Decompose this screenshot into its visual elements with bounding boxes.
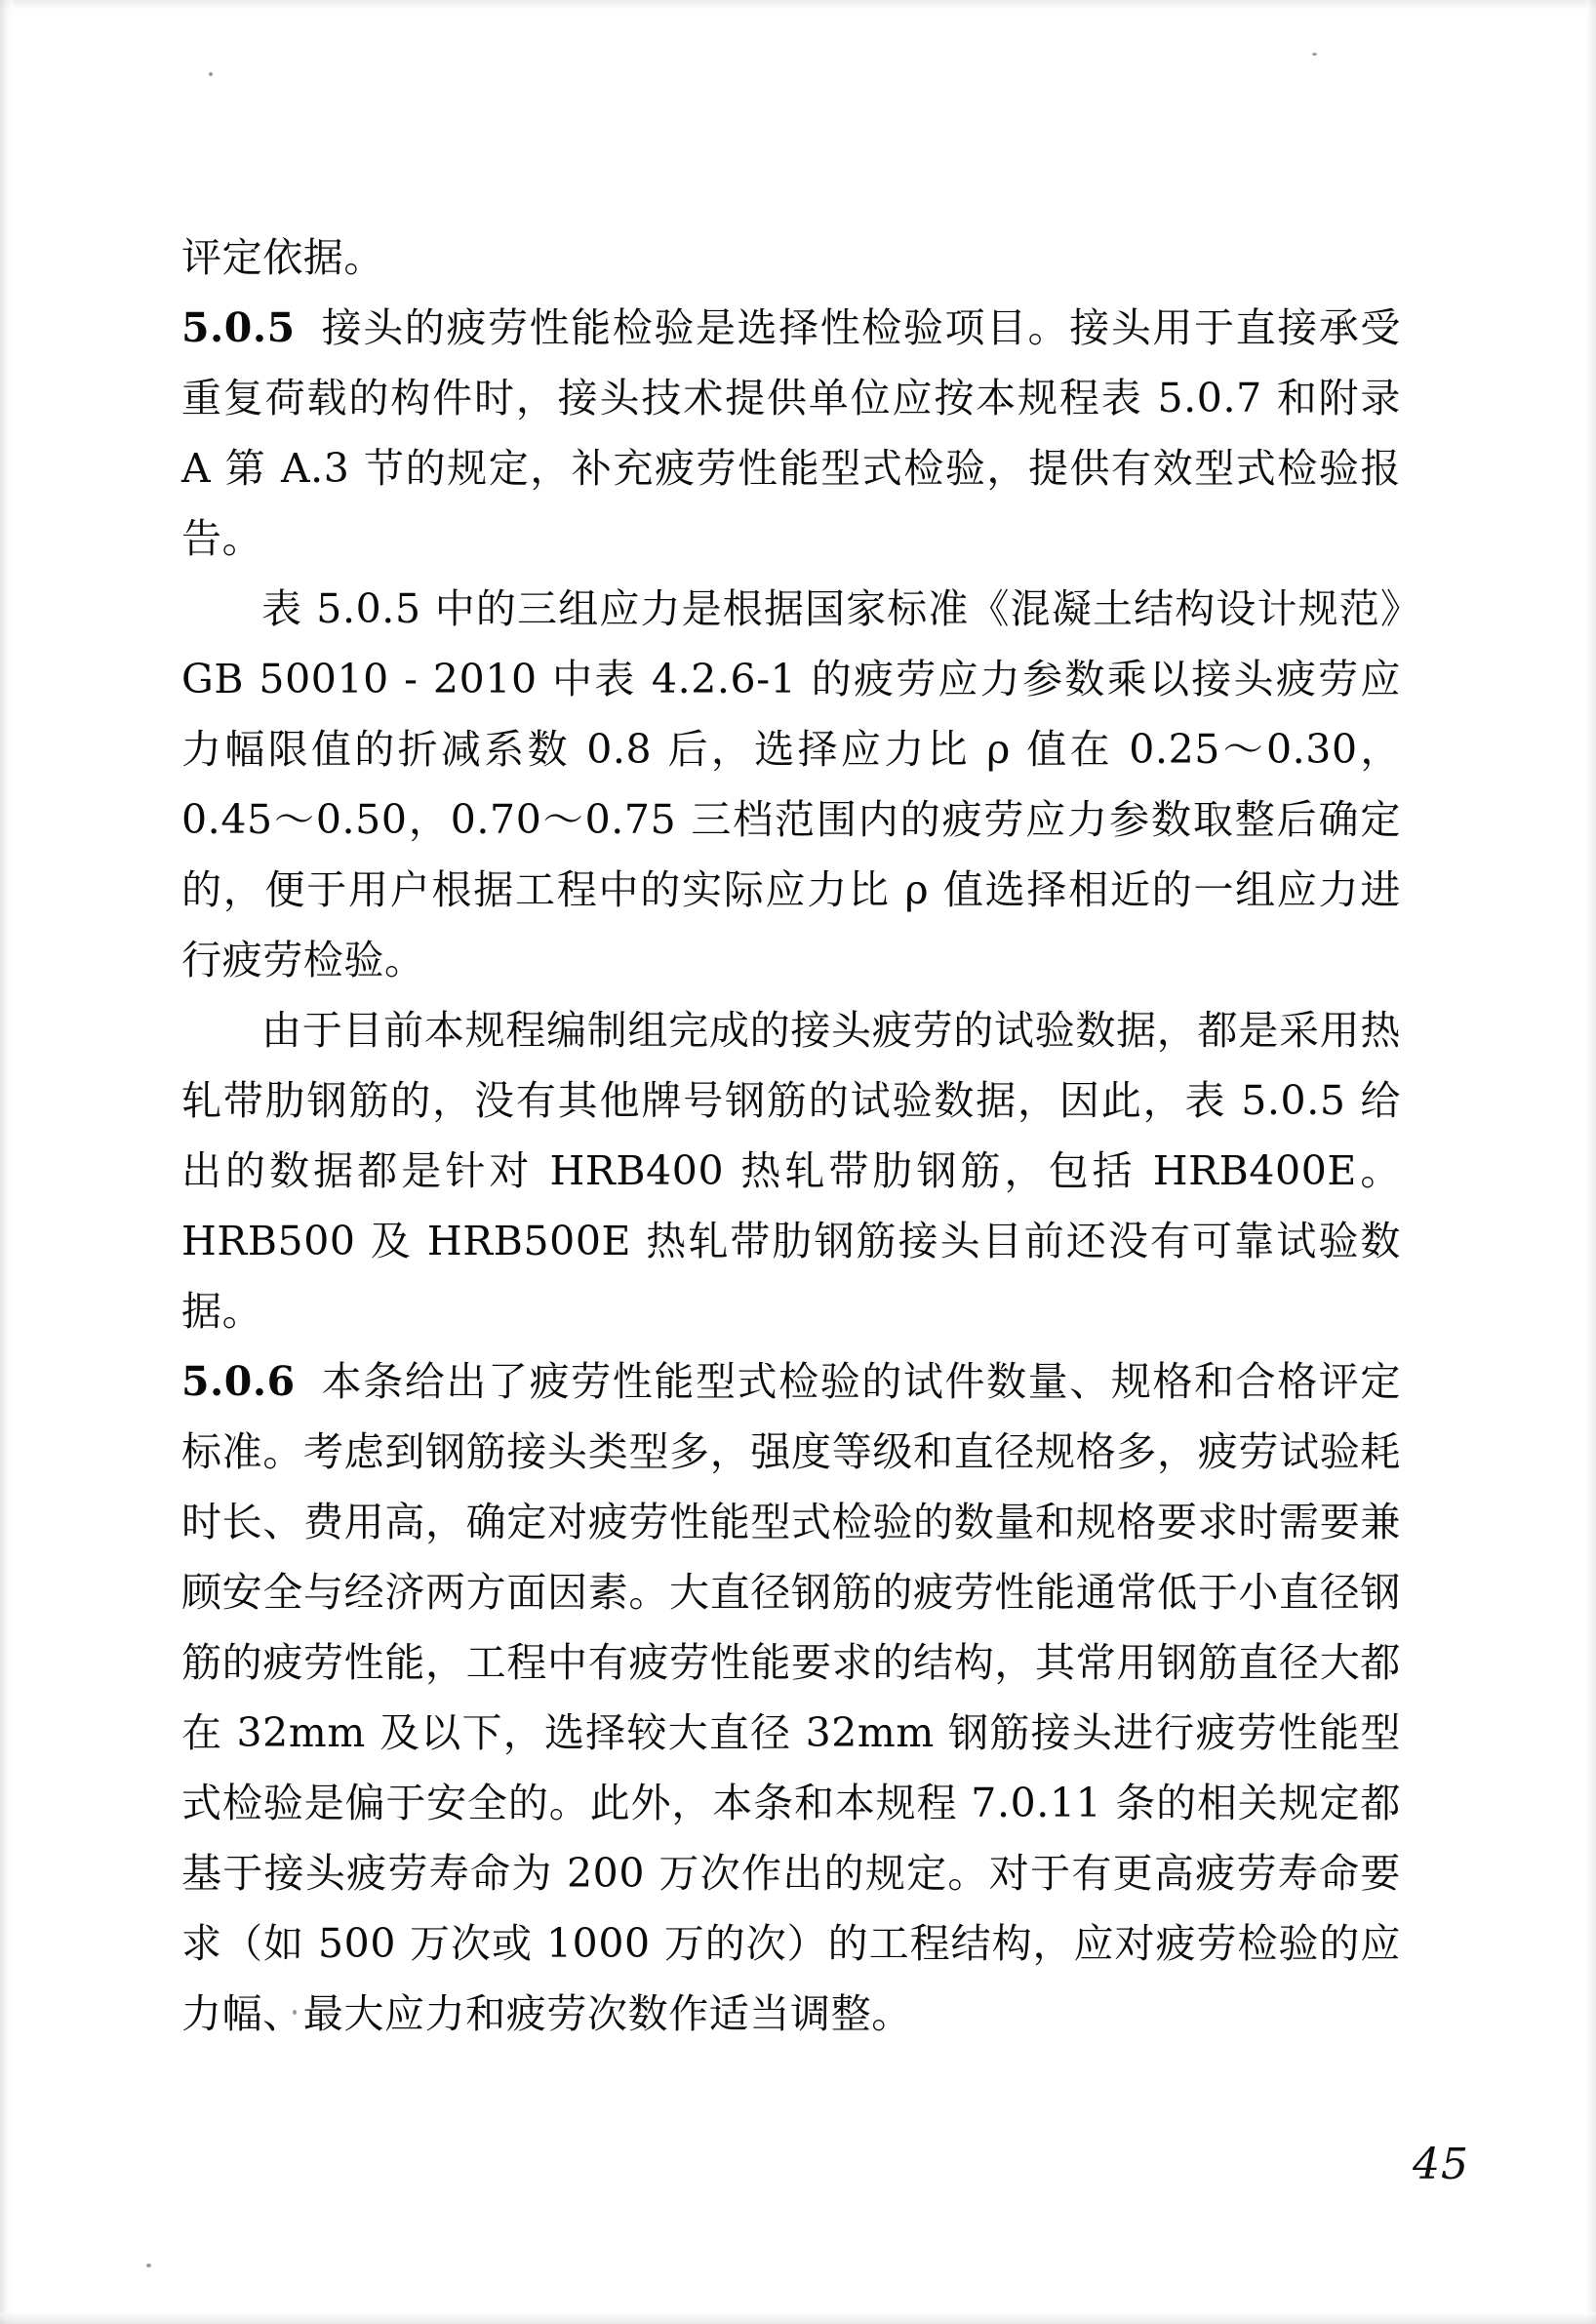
scan-edge-left [0,0,14,2324]
scan-edge-top [0,0,1596,10]
clause-number-5-0-5: 5.0.5 [181,304,296,351]
paragraph-clause-5-0-5 [181,293,1401,574]
paragraph-continuation: 评定依据。 [181,234,384,281]
scan-speck [1312,53,1317,56]
scan-edge-bottom [0,2312,1596,2324]
clause-body-5-0-6: 本条给出了疲劳性能型式检验的试件数量、规格和合格评定标准。考虑到钢筋接头类型多，强度等级和直径规格多，疲劳试验耗时长、费用高，确定对疲劳性能型式检验的数量和规格要求时需要兼顾安全与经济两方面因素。大直径钢筋的疲劳性能通常低于小直径钢筋的疲劳性能，工程中有疲劳性能要求的结构，其常用钢筋直径大都在 32mm 及以下，选择较大直径 32mm 钢筋接头进行疲劳性能型式检验是偏于安全的。此外，本条和本规程 7.0.11 条的相关规定都基于接头疲劳寿命为 200 万次作出的规定。对于有更高疲劳寿命要求（如 500 万次或 1000 万的次）的工程结构，应对疲劳检验的应力幅、最大应力和疲劳次数作适当调整。 [181,1358,1401,2037]
paragraph-test-data-basis: 由于目前本规程编制组完成的接头疲劳的试验数据，都是采用热轧带肋钢筋的，没有其他牌号钢筋的试验数据，因此，表 5.0.5 给出的数据都是针对 HRB400 热轧带肋钢筋，包括 HRB400E。HRB500 及 HRB500E 热轧带肋钢筋接头目前还没有可靠试验数据。 [181,1007,1401,1335]
clause-number-5-0-6: 5.0.6 [181,1358,296,1405]
scan-edge-right [1586,0,1596,2324]
document-body [181,222,1401,2049]
page-number: 45 [1413,2140,1469,2189]
paragraph-clause-5-0-6 [181,1346,1401,2049]
scan-speck [146,2264,151,2267]
paragraph-table-stress-explanation: 表 5.0.5 中的三组应力是根据国家标准《混凝土结构设计规范》GB 50010 - 2010 中表 4.2.6-1 的疲劳应力参数乘以接头疲劳应力幅限值的折减系数 0.8 后，选择应力比 ρ 值在 0.25～0.30，0.45～0.50，0.70～0.75 三档范围内的疲劳应力参数取整后确定的，便于用户根据工程中的实际应力比 ρ 值选择相近的一组应力进行疲劳检验。 [181,585,1402,983]
clause-body-5-0-5: 接头的疲劳性能检验是选择性检验项目。接头用于直接承受重复荷载的构件时，接头技术提供单位应按本规程表 5.0.7 和附录 A 第 A.3 节的规定，补充疲劳性能型式检验，提供有效型式检验报告。 [181,304,1401,562]
scan-speck [209,72,213,76]
